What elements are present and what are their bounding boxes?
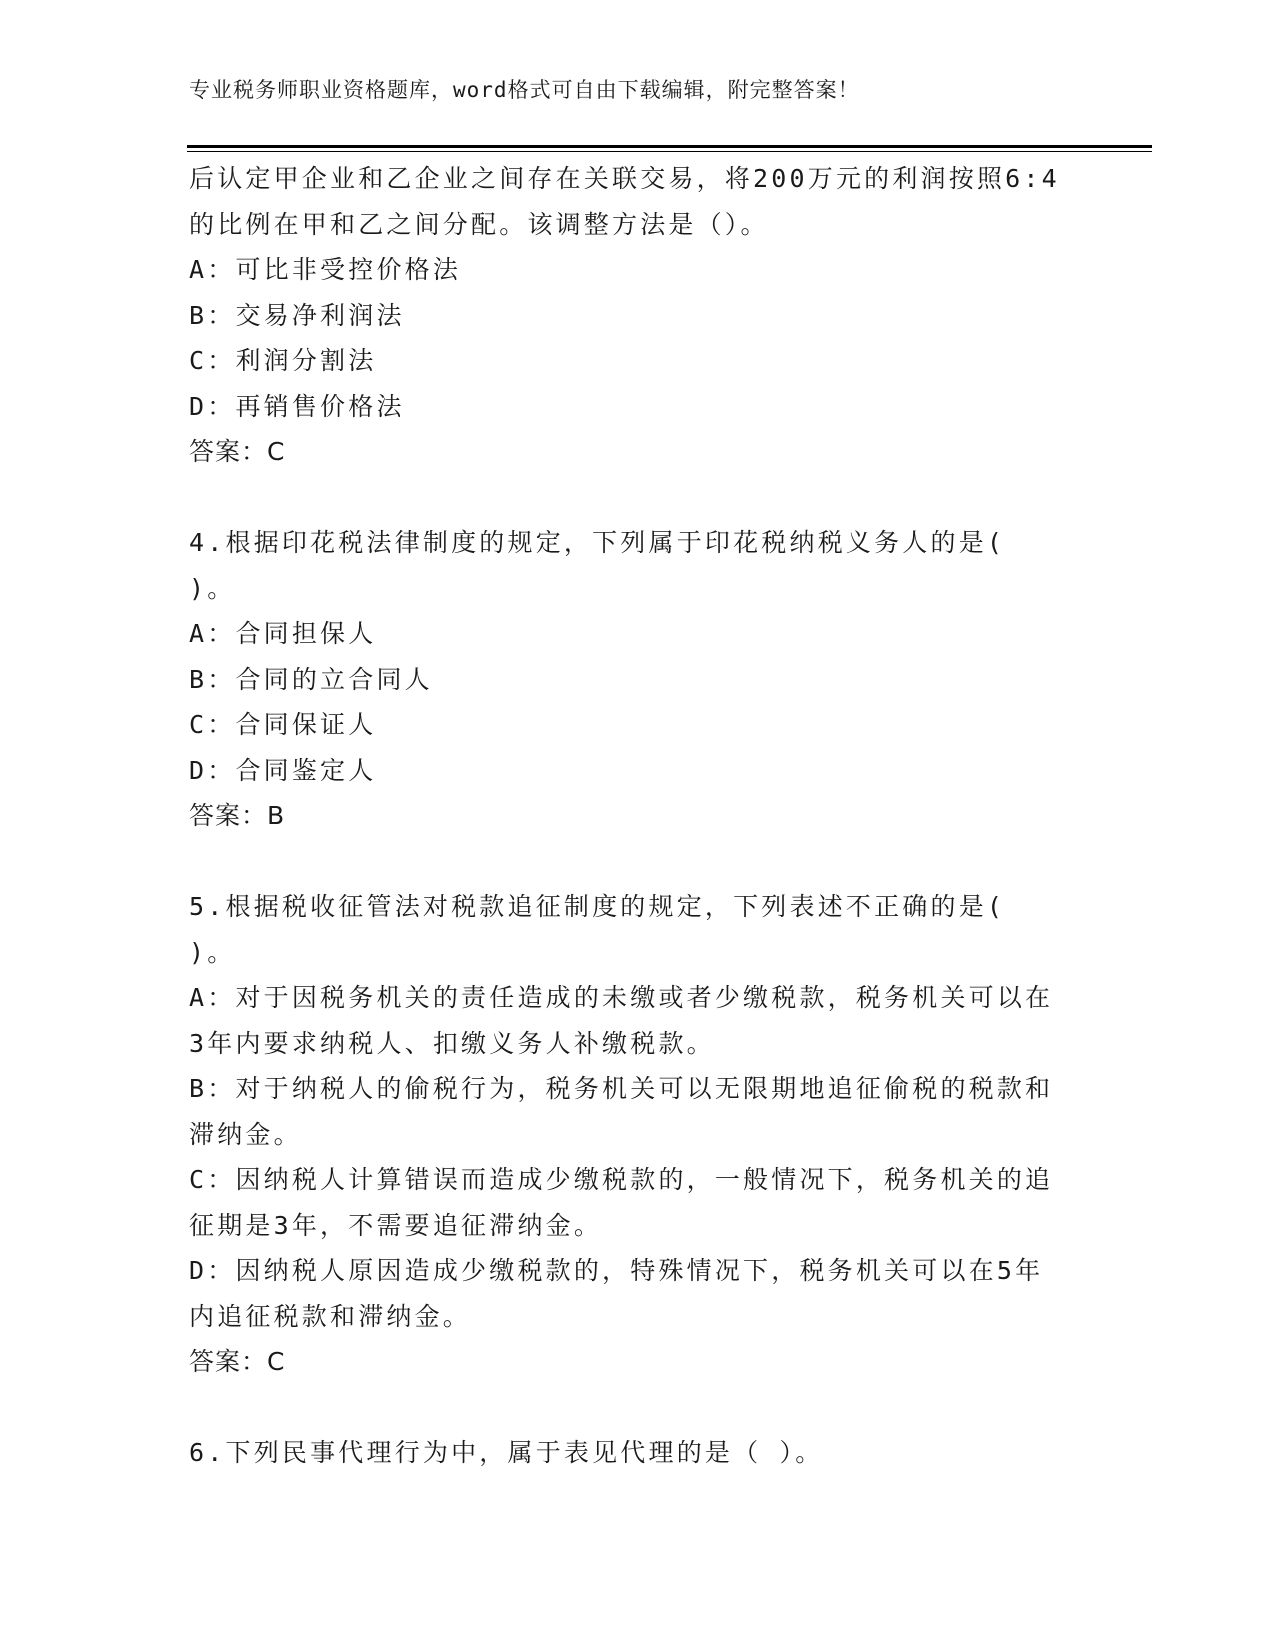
question-stem-line: 5.根据税收征管法对税款追征制度的规定，下列表述不正确的是( — [189, 892, 1006, 921]
question-stem-line: )。 — [189, 937, 236, 967]
spacer — [189, 839, 1089, 885]
option-d: D：再销售价格法 — [189, 391, 405, 421]
page-header: 专业税务师职业资格题库，word格式可自由下载编辑，附完整答案！ — [189, 78, 860, 102]
spacer — [189, 475, 1089, 521]
question-stem-line: )。 — [189, 573, 236, 603]
option-d-line: 内追征税款和滞纳金。 — [189, 1301, 472, 1331]
option-c: C：合同保证人 — [189, 710, 377, 739]
option-b-line: B：对于纳税人的偷税行为，税务机关可以无限期地追征偷税的税款和 — [189, 1074, 1054, 1103]
option-b: B：交易净利润法 — [189, 300, 405, 330]
question-stem-line: 6.下列民事代理行为中，属于表见代理的是（ ）。 — [189, 1438, 824, 1467]
option-a: A：合同担保人 — [189, 619, 377, 648]
spacer — [189, 1385, 1089, 1431]
option-d: D：合同鉴定人 — [189, 755, 377, 785]
option-b-line: 滞纳金。 — [189, 1119, 302, 1149]
option-a-line: 3年内要求纳税人、扣缴义务人补缴税款。 — [189, 1028, 715, 1058]
question-content — [189, 156, 1089, 1476]
header-rule-thick — [187, 145, 1152, 148]
answer-line: 答案：B — [189, 801, 286, 830]
option-c-line: C：因纳税人计算错误而造成少缴税款的，一般情况下，税务机关的追 — [189, 1165, 1054, 1194]
answer-line: 答案：C — [189, 437, 286, 466]
option-d-line: D：因纳税人原因造成少缴税款的，特殊情况下，税务机关可以在5年 — [189, 1256, 1044, 1285]
header-rule-thin — [187, 151, 1152, 152]
option-a-line: A：对于因税务机关的责任造成的未缴或者少缴税款，税务机关可以在 — [189, 983, 1054, 1012]
option-a: A：可比非受控价格法 — [189, 255, 462, 284]
option-c-line: 征期是3年，不需要追征滞纳金。 — [189, 1210, 603, 1240]
question-stem-line: 的比例在甲和乙之间分配。该调整方法是（）。 — [189, 209, 769, 239]
question-stem-line: 4.根据印花税法律制度的规定，下列属于印花税纳税义务人的是( — [189, 528, 1006, 557]
answer-line: 答案：C — [189, 1347, 286, 1376]
option-b: B：合同的立合同人 — [189, 664, 433, 694]
question-stem-line: 后认定甲企业和乙企业之间存在关联交易，将200万元的利润按照6:4 — [189, 164, 1060, 193]
option-c: C：利润分割法 — [189, 346, 377, 375]
